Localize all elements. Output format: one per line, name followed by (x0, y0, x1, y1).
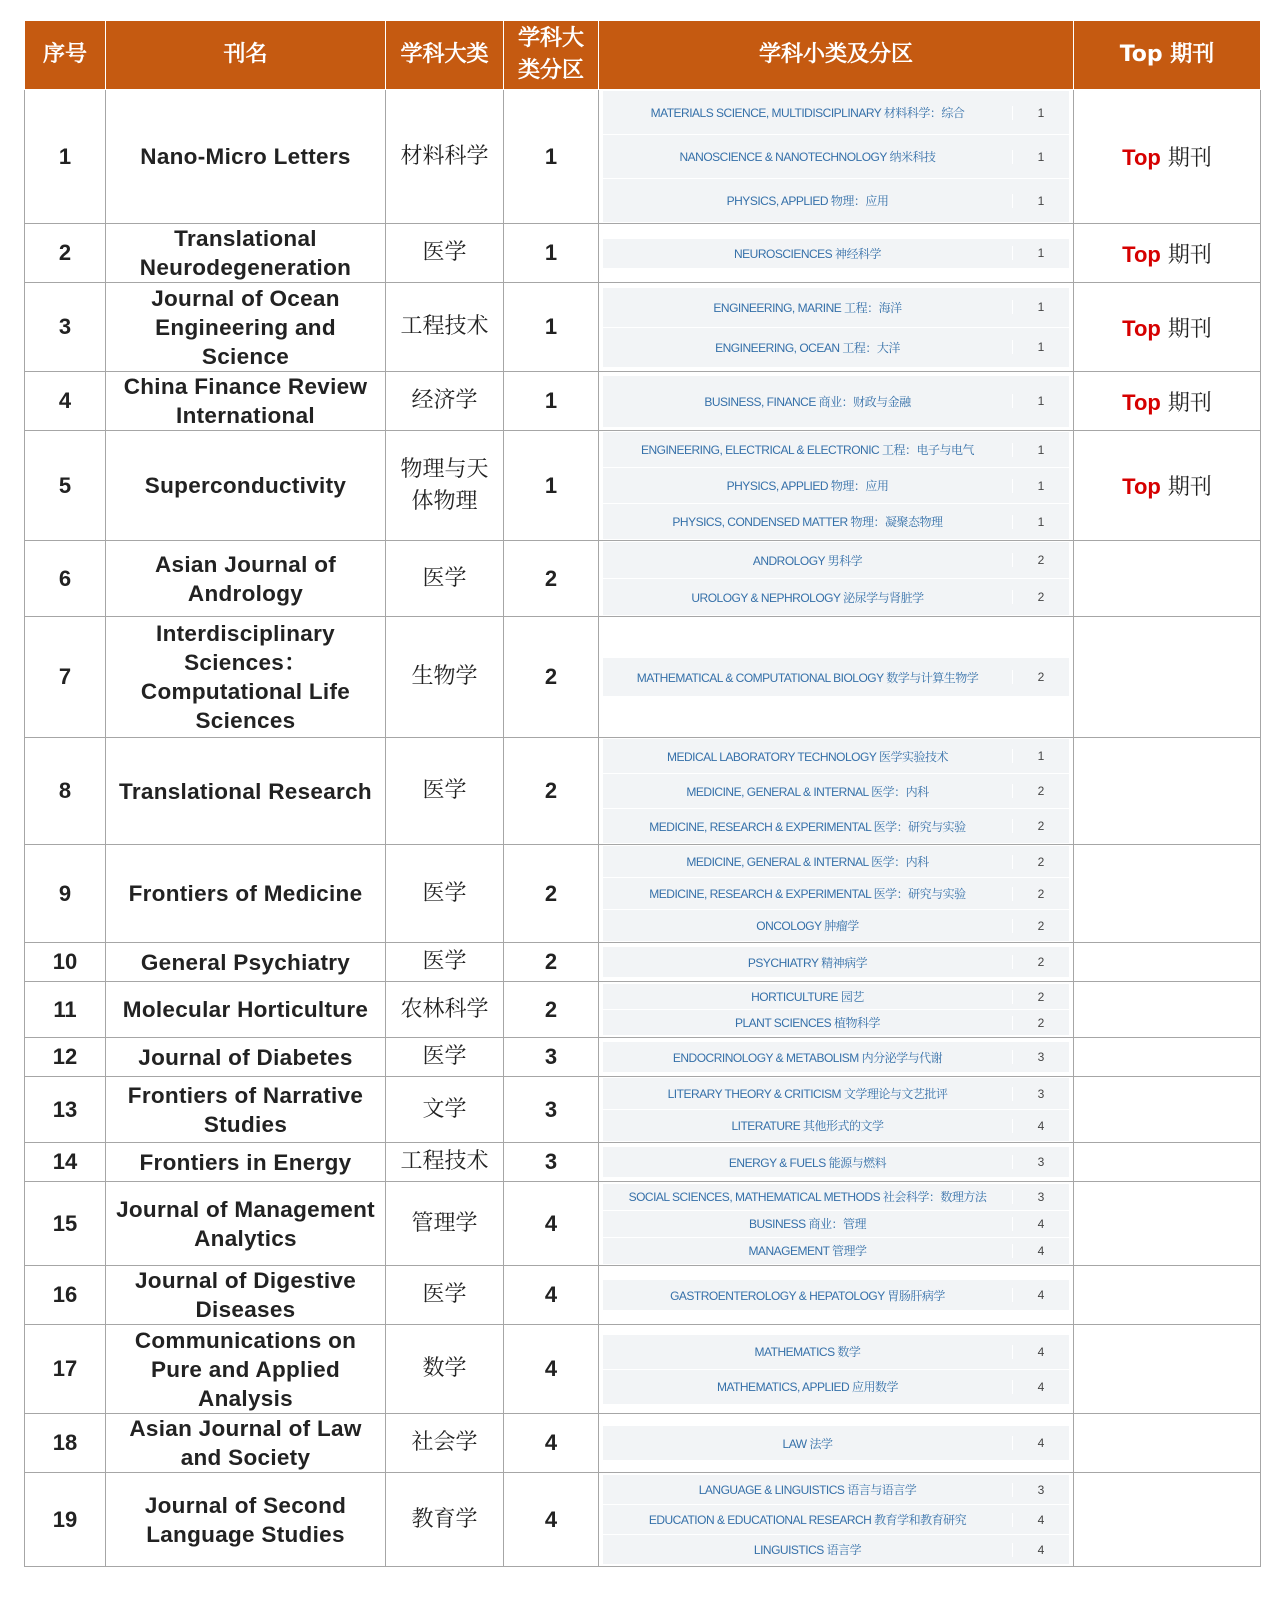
subject-subcategories (599, 90, 1074, 224)
subcategory-item (603, 1078, 1069, 1109)
subcategory-item (603, 878, 1069, 909)
table-row (25, 1077, 1261, 1143)
journal-name: Translational Neurodegeneration (106, 224, 386, 283)
row-index: 4 (25, 372, 106, 431)
subcategory-list (603, 1280, 1069, 1310)
row-index: 16 (25, 1266, 106, 1325)
subcategory-name: MATERIALS SCIENCE, MULTIDISCIPLINARY 材料科学：综合 (650, 106, 965, 120)
subcategory-item (603, 910, 1069, 941)
category-zone: 3 (504, 1038, 599, 1077)
subcategory-zone: 3 (1012, 1155, 1069, 1169)
top-journal-cell (1074, 431, 1261, 541)
subcategory-zone: 2 (1012, 590, 1069, 604)
subcategory-name: NEUROSCIENCES 神经科学 (733, 246, 882, 261)
top-journal-cell (1074, 541, 1261, 617)
row-index: 1 (25, 90, 106, 224)
subcategory-name: LITERATURE 其他形式的文学 (731, 1119, 884, 1133)
subject-subcategories (599, 1325, 1074, 1414)
subcategory-name: ENGINEERING, ELECTRICAL & ELECTRONIC 工程：电子与电气 (640, 443, 975, 457)
subcategory-item (603, 1042, 1069, 1072)
subcategory-name: ENDOCRINOLOGY & METABOLISM 内分泌学与代谢 (672, 1050, 943, 1065)
journal-name: Interdisciplinary Sciences：Computational Life Sciences (106, 617, 386, 738)
subcategory-item (603, 1280, 1069, 1310)
subject-category: 数学 (386, 1325, 504, 1414)
table-row (25, 1143, 1261, 1182)
subject-category: 医学 (386, 943, 504, 982)
subcategory-name: EDUCATION & EDUCATIONAL RESEARCH 教育学和教育研究 (648, 1513, 967, 1527)
subcategory-item (603, 239, 1069, 268)
journal-name: Molecular Horticulture (106, 982, 386, 1038)
table-row (25, 1266, 1261, 1325)
journal-name: Asian Journal of Law and Society (106, 1414, 386, 1473)
top-journal-cell (1074, 617, 1261, 738)
subcategory-zone: 2 (1012, 855, 1069, 869)
subcategory-item (603, 1184, 1069, 1210)
subcategory-list (603, 542, 1069, 615)
journal-name: Journal of Digestive Diseases (106, 1266, 386, 1325)
subcategory-zone: 4 (1012, 1244, 1069, 1258)
subcategory-zone: 1 (1012, 515, 1069, 529)
subcategory-list (603, 846, 1069, 941)
subcategory-name: MATHEMATICAL & COMPUTATIONAL BIOLOGY 数学与计算生物学 (636, 670, 979, 685)
subcategory-name: MATHEMATICS, APPLIED 应用数学 (716, 1380, 899, 1394)
subcategory-name: ENGINEERING, MARINE 工程：海洋 (713, 300, 902, 315)
subcategory-zone: 1 (1012, 340, 1069, 354)
subject-category: 生物学 (386, 617, 504, 738)
table-body (25, 90, 1261, 1567)
subcategory-name: PHYSICS, APPLIED 物理：应用 (726, 194, 889, 208)
subcategory-name: ENERGY & FUELS 能源与燃料 (728, 1155, 887, 1170)
subcategory-zone: 1 (1012, 106, 1069, 120)
subcategory-zone: 3 (1012, 1483, 1069, 1497)
top-journal-cell (1074, 738, 1261, 845)
subcategory-zone: 4 (1012, 1380, 1069, 1394)
subcategory-item (603, 376, 1069, 427)
journal-name: Communications on Pure and Applied Analysis (106, 1325, 386, 1414)
top-journal-cell (1074, 224, 1261, 283)
subcategory-item (603, 1475, 1069, 1504)
journal-name: Journal of Management Analytics (106, 1182, 386, 1266)
subject-subcategories (599, 1266, 1074, 1325)
subject-category: 管理学 (386, 1182, 504, 1266)
journal-table (24, 20, 1261, 1567)
table-row (25, 1414, 1261, 1473)
subcategory-name: LINGUISTICS 语言学 (753, 1543, 862, 1557)
subject-subcategories (599, 845, 1074, 943)
subcategory-name: GASTROENTEROLOGY & HEPATOLOGY 胃肠肝病学 (670, 1288, 945, 1303)
subcategory-name: UROLOGY & NEPHROLOGY 泌尿学与肾脏学 (691, 590, 924, 605)
subcategory-list (603, 658, 1069, 696)
journal-name: Asian Journal of Andrology (106, 541, 386, 617)
top-journal-cell (1074, 1266, 1261, 1325)
subcategory-item (603, 1147, 1069, 1177)
header-journal-name: 刊名 (106, 21, 386, 90)
subcategory-zone: 1 (1012, 749, 1069, 763)
subcategory-name: PHYSICS, CONDENSED MATTER 物理：凝聚态物理 (672, 515, 943, 529)
subject-category: 文学 (386, 1077, 504, 1143)
subject-category: 医学 (386, 1266, 504, 1325)
subcategory-zone: 4 (1012, 1217, 1069, 1231)
subcategory-item (603, 504, 1069, 539)
subcategory-item (603, 542, 1069, 578)
top-journal-cell (1074, 1077, 1261, 1143)
subject-category: 医学 (386, 738, 504, 845)
subcategory-name: PLANT SCIENCES 植物科学 (735, 1016, 880, 1030)
table-row (25, 431, 1261, 541)
subcategory-name: SOCIAL SCIENCES, MATHEMATICAL METHODS 社会科学：数理方法 (628, 1190, 987, 1204)
subcategory-list (603, 239, 1069, 268)
top-label: Top (1122, 315, 1161, 341)
subcategory-item (603, 468, 1069, 503)
subcategory-zone: 4 (1012, 1288, 1069, 1302)
top-journal-cell (1074, 1182, 1261, 1266)
subcategory-zone: 2 (1012, 553, 1069, 567)
subcategory-item (603, 1505, 1069, 1534)
table-header-row (25, 21, 1261, 90)
category-zone: 4 (504, 1182, 599, 1266)
subcategory-name: MEDICINE, GENERAL & INTERNAL 医学：内科 (686, 784, 929, 799)
row-index: 17 (25, 1325, 106, 1414)
subcategory-name: MEDICAL LABORATORY TECHNOLOGY 医学实验技术 (667, 749, 948, 764)
subcategory-name: ONCOLOGY 肿瘤学 (756, 919, 859, 933)
subcategory-zone: 1 (1012, 394, 1069, 408)
subcategory-list (603, 91, 1069, 222)
row-index: 14 (25, 1143, 106, 1182)
table-row (25, 1473, 1261, 1567)
subcategory-item (603, 579, 1069, 615)
table-row (25, 1325, 1261, 1414)
table-row (25, 1182, 1261, 1266)
subject-subcategories (599, 1473, 1074, 1567)
subject-category: 材料科学 (386, 90, 504, 224)
subject-category: 医学 (386, 541, 504, 617)
subcategory-zone: 4 (1012, 1543, 1069, 1557)
row-index: 7 (25, 617, 106, 738)
subject-category: 医学 (386, 1038, 504, 1077)
subcategory-item (603, 1010, 1069, 1035)
subject-subcategories (599, 1182, 1074, 1266)
subcategory-list (603, 1426, 1069, 1460)
subcategory-zone: 4 (1012, 1436, 1069, 1450)
subcategory-list (603, 739, 1069, 843)
subcategory-zone: 2 (1012, 784, 1069, 798)
journal-name: Translational Research (106, 738, 386, 845)
subcategory-item (603, 947, 1069, 977)
top-journal-cell (1074, 1143, 1261, 1182)
subcategory-item (603, 1238, 1069, 1264)
row-index: 8 (25, 738, 106, 845)
subject-category: 教育学 (386, 1473, 504, 1567)
subcategory-list (603, 1335, 1069, 1404)
top-label: Top (1122, 389, 1161, 415)
journal-name: Frontiers of Narrative Studies (106, 1077, 386, 1143)
subcategory-item (603, 135, 1069, 178)
subcategory-name: LANGUAGE & LINGUISTICS 语言与语言学 (698, 1483, 917, 1497)
subject-category: 农林科学 (386, 982, 504, 1038)
subcategory-list (603, 1042, 1069, 1072)
subcategory-list (603, 1078, 1069, 1141)
row-index: 15 (25, 1182, 106, 1266)
subcategory-item (603, 1211, 1069, 1237)
subcategory-zone: 1 (1012, 150, 1069, 164)
top-label: Top (1122, 145, 1161, 170)
category-zone: 4 (504, 1325, 599, 1414)
table-row (25, 541, 1261, 617)
journal-name: Superconductivity (106, 431, 386, 541)
category-zone: 1 (504, 372, 599, 431)
top-journal-cell (1074, 1473, 1261, 1567)
subcategory-zone: 2 (1012, 1016, 1069, 1030)
header-index: 序号 (25, 21, 106, 90)
subject-subcategories (599, 541, 1074, 617)
category-zone: 4 (504, 1473, 599, 1567)
subcategory-item (603, 846, 1069, 877)
subject-subcategories (599, 738, 1074, 845)
journal-name: China Finance Review International (106, 372, 386, 431)
category-zone: 4 (504, 1414, 599, 1473)
journal-name: Journal of Diabetes (106, 1038, 386, 1077)
subcategory-zone: 4 (1012, 1345, 1069, 1359)
subcategory-item (603, 328, 1069, 367)
subcategory-item (603, 1370, 1069, 1404)
subject-subcategories (599, 372, 1074, 431)
journal-name: General Psychiatry (106, 943, 386, 982)
row-index: 10 (25, 943, 106, 982)
subcategory-zone: 4 (1012, 1119, 1069, 1133)
subcategory-zone: 3 (1012, 1190, 1069, 1204)
top-journal-cell (1074, 982, 1261, 1038)
subcategory-list (603, 376, 1069, 427)
subcategory-item (603, 1426, 1069, 1460)
top-journal-cell (1074, 1038, 1261, 1077)
subject-subcategories (599, 1077, 1074, 1143)
subcategory-name: BUSINESS, FINANCE 商业：财政与金融 (704, 394, 911, 409)
subject-subcategories (599, 943, 1074, 982)
subcategory-zone: 2 (1012, 955, 1069, 969)
subcategory-zone: 4 (1012, 1513, 1069, 1527)
subject-subcategories (599, 283, 1074, 372)
table-row (25, 90, 1261, 224)
subcategory-list (603, 947, 1069, 977)
subcategory-list (603, 1184, 1069, 1264)
subcategory-zone: 1 (1012, 300, 1069, 314)
category-zone: 4 (504, 1266, 599, 1325)
subject-category: 物理与天体物理 (386, 431, 504, 541)
subcategory-zone: 1 (1012, 194, 1069, 208)
subject-subcategories (599, 617, 1074, 738)
category-zone: 2 (504, 943, 599, 982)
header-category-zone: 学科大类分区 (504, 21, 599, 90)
subject-category: 社会学 (386, 1414, 504, 1473)
subcategory-item (603, 739, 1069, 773)
subcategory-zone: 1 (1012, 246, 1069, 260)
subject-subcategories (599, 1414, 1074, 1473)
subcategory-zone: 2 (1012, 819, 1069, 833)
subject-subcategories (599, 982, 1074, 1038)
subject-category: 医学 (386, 845, 504, 943)
table-row (25, 738, 1261, 845)
header-top: Top 期刊 (1074, 21, 1261, 90)
subcategory-name: ENGINEERING, OCEAN 工程：大洋 (715, 340, 900, 355)
top-journal-cell (1074, 90, 1261, 224)
top-label-cn: 期刊 (1167, 390, 1212, 416)
category-zone: 1 (504, 283, 599, 372)
category-zone: 2 (504, 845, 599, 943)
journal-name: Frontiers of Medicine (106, 845, 386, 943)
subcategory-zone: 2 (1012, 887, 1069, 901)
subcategory-item (603, 288, 1069, 327)
top-journal-cell (1074, 1325, 1261, 1414)
row-index: 9 (25, 845, 106, 943)
subcategory-zone: 2 (1012, 919, 1069, 933)
journal-name: Nano-Micro Letters (106, 90, 386, 224)
subcategory-name: MEDICINE, RESEARCH & EXPERIMENTAL 医学：研究与实验 (649, 887, 966, 901)
journal-name: Frontiers in Energy (106, 1143, 386, 1182)
subcategory-name: HORTICULTURE 园艺 (751, 990, 864, 1004)
subject-category: 经济学 (386, 372, 504, 431)
top-journal-cell (1074, 372, 1261, 431)
category-zone: 2 (504, 738, 599, 845)
subcategory-item (603, 984, 1069, 1009)
subject-category: 医学 (386, 224, 504, 283)
journal-name: Journal of Ocean Engineering and Science (106, 283, 386, 372)
row-index: 3 (25, 283, 106, 372)
row-index: 6 (25, 541, 106, 617)
top-label: Top (1122, 241, 1161, 267)
subcategory-name: BUSINESS 商业：管理 (748, 1217, 867, 1231)
subcategory-name: MANAGEMENT 管理学 (748, 1244, 867, 1258)
row-index: 19 (25, 1473, 106, 1567)
top-journal-cell (1074, 943, 1261, 982)
subcategory-item (603, 809, 1069, 843)
subcategory-list (603, 984, 1069, 1035)
subcategory-name: MEDICINE, RESEARCH & EXPERIMENTAL 医学：研究与实验 (649, 819, 966, 834)
subcategory-list (603, 1147, 1069, 1177)
subject-subcategories (599, 1038, 1074, 1077)
row-index: 5 (25, 431, 106, 541)
header-subjects: 学科小类及分区 (599, 21, 1074, 90)
subject-subcategories (599, 224, 1074, 283)
subcategory-name: LITERARY THEORY & CRITICISM 文学理论与文艺批评 (667, 1087, 948, 1101)
subcategory-item (603, 432, 1069, 467)
subcategory-zone: 1 (1012, 479, 1069, 493)
top-journal-cell (1074, 283, 1261, 372)
subcategory-name: MEDICINE, GENERAL & INTERNAL 医学：内科 (686, 855, 929, 869)
row-index: 13 (25, 1077, 106, 1143)
subject-subcategories (599, 431, 1074, 541)
subcategory-name: PHYSICS, APPLIED 物理：应用 (726, 479, 889, 493)
category-zone: 2 (504, 982, 599, 1038)
category-zone: 1 (504, 224, 599, 283)
category-zone: 1 (504, 90, 599, 224)
subcategory-zone: 3 (1012, 1050, 1069, 1064)
top-journal-cell (1074, 845, 1261, 943)
table-row (25, 845, 1261, 943)
row-index: 18 (25, 1414, 106, 1473)
subcategory-item (603, 658, 1069, 696)
journal-name: Journal of Second Language Studies (106, 1473, 386, 1567)
category-zone: 2 (504, 617, 599, 738)
subcategory-item (603, 91, 1069, 134)
subcategory-item (603, 1110, 1069, 1141)
top-label-cn: 期刊 (1167, 146, 1212, 171)
subcategory-zone: 3 (1012, 1087, 1069, 1101)
table-row (25, 982, 1261, 1038)
table-row (25, 943, 1261, 982)
subcategory-item (603, 179, 1069, 222)
row-index: 2 (25, 224, 106, 283)
subcategory-name: MATHEMATICS 数学 (754, 1345, 861, 1359)
category-zone: 3 (504, 1143, 599, 1182)
top-label-cn: 期刊 (1167, 242, 1212, 268)
subcategory-zone: 1 (1012, 443, 1069, 457)
category-zone: 1 (504, 431, 599, 541)
subcategory-zone: 2 (1012, 670, 1069, 684)
category-zone: 3 (504, 1077, 599, 1143)
subcategory-list (603, 1475, 1069, 1564)
top-journal-cell (1074, 1414, 1261, 1473)
row-index: 11 (25, 982, 106, 1038)
subcategory-name: ANDROLOGY 男科学 (752, 553, 863, 568)
subject-category: 工程技术 (386, 283, 504, 372)
subject-category: 工程技术 (386, 1143, 504, 1182)
subcategory-list (603, 288, 1069, 367)
subcategory-name: PSYCHIATRY 精神病学 (747, 955, 868, 970)
header-category: 学科大类 (386, 21, 504, 90)
top-label-cn: 期刊 (1167, 475, 1212, 500)
top-label-cn: 期刊 (1167, 316, 1212, 342)
subcategory-name: LAW 法学 (782, 1436, 833, 1451)
subcategory-item (603, 774, 1069, 808)
subcategory-zone: 2 (1012, 990, 1069, 1004)
table-row (25, 224, 1261, 283)
category-zone: 2 (504, 541, 599, 617)
subcategory-item (603, 1335, 1069, 1369)
subcategory-name: NANOSCIENCE & NANOTECHNOLOGY 纳米科技 (679, 150, 936, 164)
table-row (25, 617, 1261, 738)
subcategory-item (603, 1535, 1069, 1564)
subject-subcategories (599, 1143, 1074, 1182)
table-row (25, 372, 1261, 431)
table-row (25, 1038, 1261, 1077)
table-row (25, 283, 1261, 372)
subcategory-list (603, 432, 1069, 539)
top-label: Top (1122, 474, 1161, 499)
row-index: 12 (25, 1038, 106, 1077)
